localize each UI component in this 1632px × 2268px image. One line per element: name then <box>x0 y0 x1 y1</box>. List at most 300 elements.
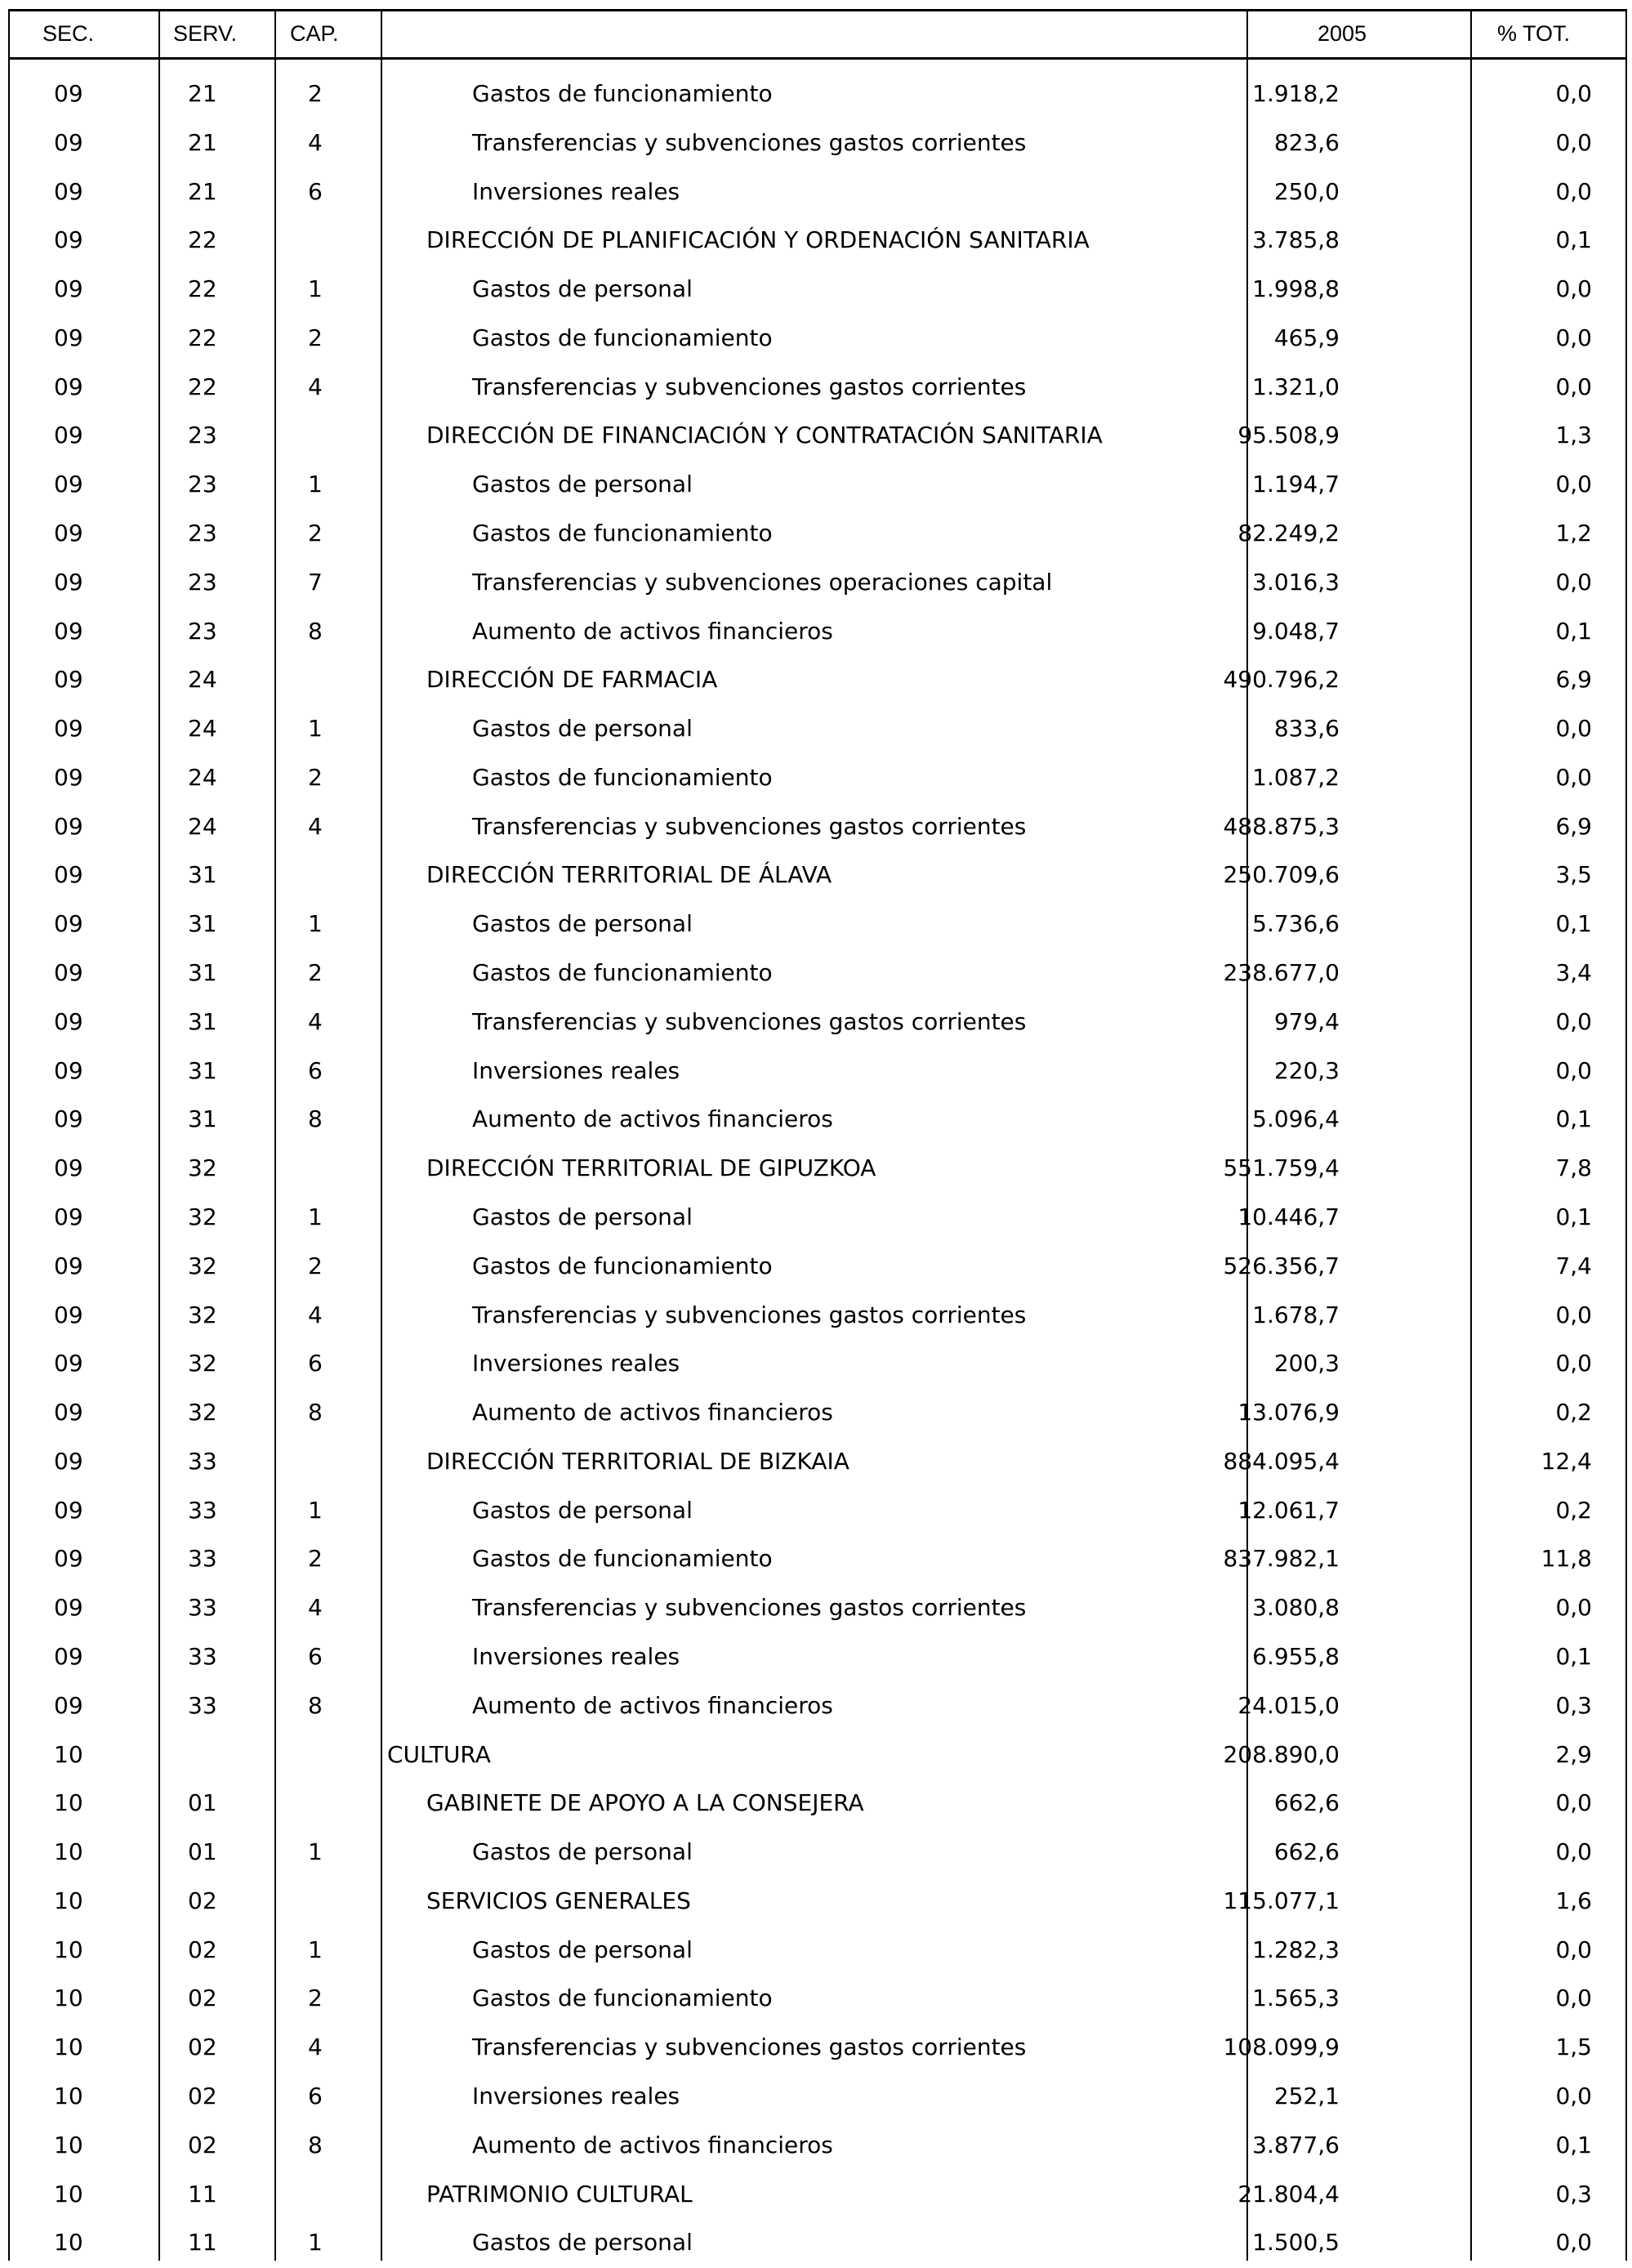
table-row <box>8 1047 1627 1096</box>
table-row <box>8 70 1627 119</box>
table-row <box>8 412 1627 461</box>
cell-description: DIRECCIÓN TERRITORIAL DE BIZKAIA <box>426 1447 849 1475</box>
cell-description: Aumento de activos financieros <box>472 617 833 645</box>
cell-cap: 6 <box>308 1350 323 1377</box>
table-row <box>8 1194 1627 1243</box>
cell-percent-total: 0,0 <box>1555 1007 1592 1035</box>
cell-cap: 4 <box>308 128 323 156</box>
cell-serv: 23 <box>188 471 217 498</box>
table-row <box>8 2073 1627 2122</box>
cell-cap: 2 <box>308 80 323 107</box>
cell-sec: 09 <box>54 1594 83 1622</box>
cell-description: DIRECCIÓN DE PLANIFICACIÓN Y ORDENACIÓN SANITARIA <box>426 226 1090 254</box>
table-row <box>8 119 1627 168</box>
cell-sec: 09 <box>54 617 83 645</box>
cell-description: Transferencias y subvenciones gastos corrientes <box>472 128 1027 156</box>
cell-description: Transferencias y subvenciones gastos corrientes <box>472 1301 1027 1328</box>
cell-description: Inversiones reales <box>472 1642 680 1670</box>
cell-serv: 02 <box>188 1935 217 1963</box>
cell-amount-2005: 3.080,8 <box>1252 1594 1340 1622</box>
cell-cap: 1 <box>308 715 323 743</box>
cell-amount-2005: 9.048,7 <box>1252 617 1340 645</box>
cell-percent-total: 0,0 <box>1555 763 1592 791</box>
cell-sec: 09 <box>54 177 83 205</box>
cell-serv: 23 <box>188 568 217 596</box>
cell-serv: 21 <box>188 128 217 156</box>
cell-cap: 6 <box>308 177 323 205</box>
table-row <box>8 1779 1627 1828</box>
cell-amount-2005: 12.061,7 <box>1237 1496 1340 1524</box>
table-row <box>8 1682 1627 1731</box>
cell-cap: 4 <box>308 1301 323 1328</box>
cell-sec: 10 <box>54 2229 83 2257</box>
cell-serv: 24 <box>188 812 217 840</box>
cell-amount-2005: 979,4 <box>1273 1007 1340 1035</box>
cell-percent-total: 1,3 <box>1555 422 1592 449</box>
table-row <box>8 1389 1627 1438</box>
cell-amount-2005: 252,1 <box>1273 2082 1340 2110</box>
table-row <box>8 851 1627 900</box>
cell-serv: 22 <box>188 226 217 254</box>
cell-serv: 24 <box>188 666 217 694</box>
cell-serv: 23 <box>188 520 217 547</box>
cell-cap: 1 <box>308 1935 323 1963</box>
cell-sec: 10 <box>54 1984 83 2012</box>
cell-cap: 1 <box>308 275 323 303</box>
cell-cap: 4 <box>308 812 323 840</box>
cell-percent-total: 6,9 <box>1555 812 1592 840</box>
table-row <box>8 510 1627 559</box>
cell-sec: 10 <box>54 1935 83 1963</box>
cell-cap: 4 <box>308 1007 323 1035</box>
table-row <box>8 1487 1627 1536</box>
cell-amount-2005: 1.918,2 <box>1252 80 1340 107</box>
cell-sec: 09 <box>54 666 83 694</box>
cell-description: Gastos de funcionamiento <box>472 763 773 791</box>
table-row <box>8 1584 1627 1633</box>
cell-sec: 10 <box>54 2034 83 2061</box>
cell-serv: 33 <box>188 1447 217 1475</box>
cell-amount-2005: 5.736,6 <box>1252 910 1340 938</box>
cell-cap: 7 <box>308 568 323 596</box>
cell-serv: 32 <box>188 1399 217 1426</box>
cell-serv: 22 <box>188 275 217 303</box>
cell-sec: 10 <box>54 2180 83 2208</box>
cell-description: Gastos de funcionamiento <box>472 1252 773 1279</box>
cell-percent-total: 0,2 <box>1555 1399 1592 1426</box>
cell-percent-total: 7,4 <box>1555 1252 1592 1279</box>
cell-percent-total: 0,0 <box>1555 275 1592 303</box>
cell-description: Inversiones reales <box>472 1350 680 1377</box>
cell-serv: 01 <box>188 1838 217 1866</box>
cell-amount-2005: 662,6 <box>1273 1789 1340 1817</box>
cell-percent-total: 0,0 <box>1555 2229 1592 2257</box>
cell-amount-2005: 1.194,7 <box>1252 471 1340 498</box>
header-serv: SERV. <box>173 21 238 46</box>
table-row <box>8 2219 1627 2268</box>
cell-sec: 09 <box>54 1545 83 1573</box>
cell-cap: 2 <box>308 1252 323 1279</box>
cell-percent-total: 0,0 <box>1555 1350 1592 1377</box>
cell-sec: 09 <box>54 715 83 743</box>
cell-percent-total: 0,3 <box>1555 2180 1592 2208</box>
cell-serv: 01 <box>188 1789 217 1817</box>
cell-description: Transferencias y subvenciones gastos corrientes <box>472 812 1027 840</box>
cell-description: Gastos de personal <box>472 715 693 743</box>
cell-description: Transferencias y subvenciones gastos corrientes <box>472 1007 1027 1035</box>
cell-serv: 22 <box>188 373 217 400</box>
header-sec: SEC. <box>42 21 95 46</box>
cell-sec: 09 <box>54 471 83 498</box>
table-row <box>8 1926 1627 1976</box>
cell-percent-total: 11,8 <box>1541 1545 1592 1573</box>
cell-description: DIRECCIÓN TERRITORIAL DE ÁLAVA <box>426 861 832 889</box>
cell-percent-total: 0,0 <box>1555 324 1592 351</box>
cell-sec: 09 <box>54 275 83 303</box>
cell-amount-2005: 250.709,6 <box>1223 861 1340 889</box>
cell-description: CULTURA <box>387 1740 491 1768</box>
cell-sec: 09 <box>54 568 83 596</box>
cell-cap: 8 <box>308 1105 323 1133</box>
cell-percent-total: 0,0 <box>1555 373 1592 400</box>
cell-sec: 09 <box>54 763 83 791</box>
cell-sec: 09 <box>54 1252 83 1279</box>
cell-sec: 09 <box>54 1642 83 1670</box>
cell-cap: 2 <box>308 959 323 987</box>
cell-cap: 8 <box>308 1399 323 1426</box>
cell-amount-2005: 837.982,1 <box>1223 1545 1340 1573</box>
cell-sec: 09 <box>54 128 83 156</box>
cell-cap: 1 <box>308 1496 323 1524</box>
cell-percent-total: 0,0 <box>1555 1301 1592 1328</box>
cell-sec: 09 <box>54 1007 83 1035</box>
cell-amount-2005: 1.321,0 <box>1252 373 1340 400</box>
cell-amount-2005: 488.875,3 <box>1223 812 1340 840</box>
cell-sec: 09 <box>54 1105 83 1133</box>
cell-description: Gastos de personal <box>472 471 693 498</box>
cell-description: Aumento de activos financieros <box>472 2131 833 2159</box>
table-row <box>8 949 1627 998</box>
cell-serv: 11 <box>188 2180 217 2208</box>
cell-sec: 09 <box>54 1154 83 1182</box>
cell-amount-2005: 3.877,6 <box>1252 2131 1340 2159</box>
table-row <box>8 1877 1627 1926</box>
header-pct: % TOT. <box>1497 21 1571 46</box>
cell-description: Inversiones reales <box>472 2082 680 2110</box>
cell-description: Transferencias y subvenciones gastos corrientes <box>472 2034 1027 2061</box>
cell-sec: 09 <box>54 1056 83 1084</box>
table-row <box>8 1633 1627 1682</box>
table-row <box>8 656 1627 705</box>
cell-description: Gastos de funcionamiento <box>472 80 773 107</box>
cell-cap: 1 <box>308 1838 323 1866</box>
cell-sec: 09 <box>54 1399 83 1426</box>
cell-sec: 09 <box>54 959 83 987</box>
cell-cap: 8 <box>308 1691 323 1719</box>
cell-serv: 32 <box>188 1252 217 1279</box>
cell-amount-2005: 1.087,2 <box>1252 763 1340 791</box>
cell-percent-total: 12,4 <box>1541 1447 1592 1475</box>
cell-cap: 1 <box>308 910 323 938</box>
cell-sec: 09 <box>54 812 83 840</box>
cell-cap: 2 <box>308 1984 323 2012</box>
cell-serv: 02 <box>188 1886 217 1914</box>
cell-amount-2005: 21.804,4 <box>1237 2180 1340 2208</box>
table-row <box>8 2024 1627 2073</box>
table-row <box>8 1535 1627 1584</box>
cell-serv: 31 <box>188 1007 217 1035</box>
cell-amount-2005: 238.677,0 <box>1223 959 1340 987</box>
cell-serv: 31 <box>188 959 217 987</box>
cell-description: Gastos de funcionamiento <box>472 1984 773 2012</box>
cell-amount-2005: 5.096,4 <box>1252 1105 1340 1133</box>
cell-sec: 09 <box>54 1301 83 1328</box>
cell-cap: 6 <box>308 1056 323 1084</box>
cell-serv: 32 <box>188 1350 217 1377</box>
cell-percent-total: 0,1 <box>1555 1203 1592 1230</box>
cell-serv: 22 <box>188 324 217 351</box>
cell-percent-total: 0,0 <box>1555 2082 1592 2110</box>
cell-percent-total: 0,0 <box>1555 715 1592 743</box>
cell-description: Gastos de personal <box>472 2229 693 2257</box>
cell-sec: 10 <box>54 1789 83 1817</box>
cell-serv: 33 <box>188 1691 217 1719</box>
cell-amount-2005: 551.759,4 <box>1223 1154 1340 1182</box>
cell-amount-2005: 220,3 <box>1273 1056 1340 1084</box>
cell-description: Gastos de personal <box>472 1838 693 1866</box>
cell-amount-2005: 208.890,0 <box>1223 1740 1340 1768</box>
table-row <box>8 754 1627 803</box>
cell-description: Gastos de personal <box>472 275 693 303</box>
table-row <box>8 168 1627 217</box>
table-row <box>8 2171 1627 2220</box>
cell-percent-total: 0,1 <box>1555 1642 1592 1670</box>
table-row <box>8 1731 1627 1780</box>
cell-sec: 10 <box>54 2082 83 2110</box>
cell-sec: 10 <box>54 1740 83 1768</box>
cell-description: PATRIMONIO CULTURAL <box>426 2180 693 2208</box>
cell-serv: 33 <box>188 1496 217 1524</box>
cell-percent-total: 3,5 <box>1555 861 1592 889</box>
cell-description: DIRECCIÓN DE FARMACIA <box>426 666 718 694</box>
table-row <box>8 1340 1627 1389</box>
cell-percent-total: 0,0 <box>1555 471 1592 498</box>
cell-description: DIRECCIÓN DE FINANCIACIÓN Y CONTRATACIÓN SANITARIA <box>426 422 1103 449</box>
cell-amount-2005: 1.565,3 <box>1252 1984 1340 2012</box>
cell-serv: 23 <box>188 422 217 449</box>
cell-serv: 11 <box>188 2229 217 2257</box>
cell-percent-total: 0,0 <box>1555 128 1592 156</box>
cell-sec: 09 <box>54 1203 83 1230</box>
cell-serv: 31 <box>188 861 217 889</box>
cell-description: GABINETE DE APOYO A LA CONSEJERA <box>426 1789 864 1817</box>
cell-amount-2005: 95.508,9 <box>1237 422 1340 449</box>
cell-percent-total: 0,1 <box>1555 2131 1592 2159</box>
cell-percent-total: 1,5 <box>1555 2034 1592 2061</box>
cell-cap: 6 <box>308 2082 323 2110</box>
table-row <box>8 1438 1627 1487</box>
cell-amount-2005: 1.678,7 <box>1252 1301 1340 1328</box>
cell-serv: 02 <box>188 2034 217 2061</box>
cell-serv: 33 <box>188 1594 217 1622</box>
cell-amount-2005: 662,6 <box>1273 1838 1340 1866</box>
table-row <box>8 2122 1627 2171</box>
cell-percent-total: 3,4 <box>1555 959 1592 987</box>
cell-sec: 10 <box>54 1838 83 1866</box>
cell-serv: 31 <box>188 1105 217 1133</box>
cell-sec: 09 <box>54 1447 83 1475</box>
cell-description: Inversiones reales <box>472 177 680 205</box>
cell-sec: 09 <box>54 80 83 107</box>
cell-serv: 33 <box>188 1642 217 1670</box>
cell-sec: 09 <box>54 520 83 547</box>
cell-sec: 09 <box>54 1691 83 1719</box>
cell-amount-2005: 1.998,8 <box>1252 275 1340 303</box>
table-row <box>8 1828 1627 1877</box>
cell-percent-total: 1,2 <box>1555 520 1592 547</box>
cell-cap: 1 <box>308 2229 323 2257</box>
table-row <box>8 1145 1627 1194</box>
cell-amount-2005: 82.249,2 <box>1237 520 1340 547</box>
cell-serv: 33 <box>188 1545 217 1573</box>
cell-percent-total: 7,8 <box>1555 1154 1592 1182</box>
cell-cap: 8 <box>308 2131 323 2159</box>
cell-cap: 4 <box>308 373 323 400</box>
cell-description: Gastos de personal <box>472 1203 693 1230</box>
cell-amount-2005: 833,6 <box>1273 715 1340 743</box>
cell-sec: 09 <box>54 324 83 351</box>
cell-serv: 24 <box>188 715 217 743</box>
header-year: 2005 <box>1318 21 1367 46</box>
cell-amount-2005: 3.016,3 <box>1252 568 1340 596</box>
cell-description: Transferencias y subvenciones gastos corrientes <box>472 373 1027 400</box>
cell-description: Gastos de funcionamiento <box>472 324 773 351</box>
cell-description: Gastos de personal <box>472 1496 693 1524</box>
cell-amount-2005: 115.077,1 <box>1223 1886 1340 1914</box>
cell-description: Aumento de activos financieros <box>472 1691 833 1719</box>
cell-cap: 4 <box>308 1594 323 1622</box>
cell-percent-total: 0,1 <box>1555 910 1592 938</box>
cell-amount-2005: 823,6 <box>1273 128 1340 156</box>
cell-percent-total: 0,1 <box>1555 617 1592 645</box>
cell-percent-total: 0,0 <box>1555 1984 1592 2012</box>
cell-description: Gastos de funcionamiento <box>472 1545 773 1573</box>
table-row <box>8 900 1627 949</box>
table-row <box>8 461 1627 510</box>
cell-description: DIRECCIÓN TERRITORIAL DE GIPUZKOA <box>426 1154 876 1182</box>
cell-percent-total: 0,0 <box>1555 568 1592 596</box>
cell-serv: 23 <box>188 617 217 645</box>
table-row <box>8 266 1627 315</box>
cell-amount-2005: 1.500,5 <box>1252 2229 1340 2257</box>
table-row <box>8 364 1627 413</box>
cell-sec: 09 <box>54 861 83 889</box>
cell-amount-2005: 465,9 <box>1273 324 1340 351</box>
cell-serv: 02 <box>188 2082 217 2110</box>
cell-percent-total: 0,0 <box>1555 1594 1592 1622</box>
cell-serv: 31 <box>188 1056 217 1084</box>
cell-amount-2005: 884.095,4 <box>1223 1447 1340 1475</box>
table-row <box>8 1975 1627 2024</box>
table-row <box>8 608 1627 657</box>
cell-description: Aumento de activos financieros <box>472 1105 833 1133</box>
table-row <box>8 1243 1627 1292</box>
cell-description: Aumento de activos financieros <box>472 1399 833 1426</box>
cell-serv: 31 <box>188 910 217 938</box>
cell-cap: 1 <box>308 471 323 498</box>
cell-sec: 10 <box>54 2131 83 2159</box>
cell-percent-total: 0,0 <box>1555 1935 1592 1963</box>
cell-amount-2005: 13.076,9 <box>1237 1399 1340 1426</box>
cell-percent-total: 0,1 <box>1555 226 1592 254</box>
table-row <box>8 705 1627 754</box>
cell-description: Gastos de funcionamiento <box>472 959 773 987</box>
cell-description: Transferencias y subvenciones gastos corrientes <box>472 1594 1027 1622</box>
cell-serv: 21 <box>188 177 217 205</box>
cell-amount-2005: 24.015,0 <box>1237 1691 1340 1719</box>
cell-sec: 10 <box>54 1886 83 1914</box>
cell-amount-2005: 10.446,7 <box>1237 1203 1340 1230</box>
cell-cap: 2 <box>308 520 323 547</box>
cell-percent-total: 0,0 <box>1555 1056 1592 1084</box>
cell-description: Inversiones reales <box>472 1056 680 1084</box>
cell-percent-total: 0,3 <box>1555 1691 1592 1719</box>
cell-serv: 32 <box>188 1154 217 1182</box>
table-row <box>8 559 1627 608</box>
table-row <box>8 1096 1627 1145</box>
cell-description: Gastos de personal <box>472 910 693 938</box>
cell-serv: 32 <box>188 1301 217 1328</box>
table-header <box>8 9 1627 60</box>
cell-serv: 24 <box>188 763 217 791</box>
cell-description: Gastos de funcionamiento <box>472 520 773 547</box>
cell-percent-total: 2,9 <box>1555 1740 1592 1768</box>
cell-serv: 32 <box>188 1203 217 1230</box>
cell-percent-total: 0,0 <box>1555 177 1592 205</box>
cell-sec: 09 <box>54 1350 83 1377</box>
cell-serv: 02 <box>188 1984 217 2012</box>
cell-amount-2005: 250,0 <box>1273 177 1340 205</box>
table-row <box>8 803 1627 852</box>
cell-amount-2005: 108.099,9 <box>1223 2034 1340 2061</box>
cell-amount-2005: 3.785,8 <box>1252 226 1340 254</box>
cell-description: Transferencias y subvenciones operaciones capital <box>472 568 1053 596</box>
cell-cap: 2 <box>308 1545 323 1573</box>
cell-percent-total: 0,0 <box>1555 1838 1592 1866</box>
cell-amount-2005: 6.955,8 <box>1252 1642 1340 1670</box>
cell-serv: 21 <box>188 80 217 107</box>
header-cap: CAP. <box>290 21 339 46</box>
cell-cap: 4 <box>308 2034 323 2061</box>
cell-sec: 09 <box>54 422 83 449</box>
cell-percent-total: 0,1 <box>1555 1105 1592 1133</box>
table-row <box>8 1292 1627 1341</box>
cell-amount-2005: 490.796,2 <box>1223 666 1340 694</box>
table-row <box>8 998 1627 1047</box>
cell-description: SERVICIOS GENERALES <box>426 1886 691 1914</box>
cell-percent-total: 1,6 <box>1555 1886 1592 1914</box>
cell-description: Gastos de personal <box>472 1935 693 1963</box>
cell-amount-2005: 1.282,3 <box>1252 1935 1340 1963</box>
cell-cap: 6 <box>308 1642 323 1670</box>
cell-sec: 09 <box>54 373 83 400</box>
cell-serv: 02 <box>188 2131 217 2159</box>
cell-sec: 09 <box>54 1496 83 1524</box>
cell-cap: 2 <box>308 324 323 351</box>
table-row <box>8 217 1627 266</box>
cell-sec: 09 <box>54 226 83 254</box>
cell-cap: 8 <box>308 617 323 645</box>
